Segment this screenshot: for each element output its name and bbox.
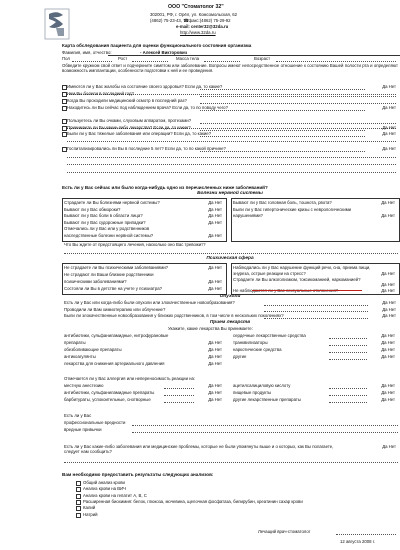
question-text: Были ли у Вас гипертонические кризы с неврологическими <box>233 206 352 212</box>
analysis-checkbox[interactable] <box>76 506 81 511</box>
analysis-item: Калий <box>83 505 96 511</box>
question-text: Не страдаете ли Вы психическими заболеваниями? <box>64 265 168 270</box>
question-text: Имеются ли у Вас жалобы на состояние своего здоровья? Если да, то какие? <box>67 84 223 89</box>
question-text: другие лекарственные препараты <box>233 397 301 402</box>
weight-field[interactable] <box>204 61 240 62</box>
yes-no-choice[interactable]: Да Нет <box>208 219 222 225</box>
yes-no-choice[interactable]: Да Нет <box>382 313 396 318</box>
question-text: Были ли злокачественные новообразования у близких родственников, в том числе в нескольких поколениях? <box>64 313 284 318</box>
yes-no-choice[interactable]: Да Нет <box>208 383 222 388</box>
question-text: обезболивающие препараты <box>64 347 122 352</box>
answer-field[interactable] <box>329 352 367 353</box>
yes-no-choice[interactable]: Да Нет <box>381 213 395 218</box>
answer-field[interactable] <box>164 388 194 389</box>
answer-extra-line[interactable] <box>67 141 396 142</box>
analysis-item: Общий анализ крови <box>83 480 125 485</box>
yes-no-choice[interactable]: Да Нет <box>381 340 395 345</box>
yes-no-choice[interactable]: Да Нет <box>208 354 222 359</box>
yes-no-choice[interactable]: Да Нет <box>382 84 396 89</box>
answer-field[interactable] <box>164 395 194 396</box>
other-yes-no[interactable]: Да Нет <box>382 444 396 449</box>
answer-field[interactable] <box>200 123 396 124</box>
yes-no-choice[interactable]: Да Нет <box>382 125 396 130</box>
yes-no-choice[interactable]: Да Нет <box>208 361 222 366</box>
answer-field[interactable] <box>264 318 368 319</box>
other-question: Есть ли у Вас какие-либо заболевания или медицинские проблемы, которые не были упомянуты выше и о которых, как Вы полагаете, следует нам сообщить? <box>64 444 334 454</box>
question-text: Бывают ли у Вас боли в области лица? <box>64 213 143 218</box>
question-text: Проводили ли Вам химиотерапию или облучение? <box>64 306 166 312</box>
question-text: Не страдают ли Ваши близкие родственники <box>64 272 154 277</box>
yes-no-choice[interactable]: Да Нет <box>381 200 395 205</box>
analyses-title: Вам необходимо предоставить результаты следующих анализов: <box>62 472 214 477</box>
yes-no-choice[interactable]: Да Нет <box>382 306 396 312</box>
yes-no-choice[interactable]: Да Нет <box>381 383 395 388</box>
habits-intro: Есть ли у Вас <box>64 413 92 418</box>
yes-no-choice[interactable]: Да Нет <box>381 390 395 395</box>
question-text: наркотические средства <box>233 347 282 352</box>
yes-no-choice[interactable]: Да Нет <box>208 200 222 205</box>
question-text: Отмечались ли у Вас или у родственников <box>64 226 150 231</box>
question-text: препараты <box>64 340 86 345</box>
yes-no-choice[interactable]: Да Нет <box>381 354 395 359</box>
answer-extra-line[interactable] <box>67 172 396 173</box>
yes-no-choice[interactable]: Да Нет <box>381 333 395 338</box>
yes-no-choice[interactable]: Да Нет <box>208 340 222 345</box>
question-text: барбитураты, успокоительные, снотворные <box>64 397 151 402</box>
company-address: 302001, РФ, г. Орёл, ул. Комсомольская, 62 <box>150 12 238 17</box>
analysis-checkbox[interactable] <box>76 481 81 486</box>
answer-field[interactable] <box>200 136 365 137</box>
answer-field[interactable] <box>329 388 367 389</box>
other-field[interactable] <box>64 462 398 463</box>
yes-no-choice[interactable]: Да Нет <box>381 288 395 294</box>
company-name: ООО "Стоматолог 32" <box>168 4 224 10</box>
answer-field[interactable] <box>200 96 396 97</box>
allergy-intro: Отмечается ли у Вас аллергия или непереносимость реакции на: <box>64 376 196 381</box>
gender-label: Пол <box>62 56 70 61</box>
analysis-checkbox[interactable] <box>76 487 81 492</box>
yes-no-choice[interactable]: Да Нет <box>208 286 222 291</box>
answer-field[interactable] <box>164 402 194 403</box>
question-text: вредные привычки <box>64 427 102 432</box>
question-text: транквилизаторы <box>233 340 268 345</box>
answer-field[interactable] <box>329 359 367 360</box>
height-label: Рост <box>118 56 128 61</box>
document-title: Карта обследования пациента для оценки функционального состояния организма <box>62 43 252 48</box>
question-text: Бывают ли у Вас обмороки? <box>64 206 121 212</box>
question-text: Бывают ли у Вас головная боль, тошнота, рвота? <box>233 200 332 205</box>
analysis-checkbox[interactable] <box>76 500 81 505</box>
question-text: энуреза, острые реакции на стресс? <box>233 270 306 276</box>
age-field[interactable] <box>276 61 396 62</box>
question-text: Состояли ли Вы в детстве на учете у психиатра? <box>64 286 163 291</box>
answer-field[interactable] <box>329 338 367 339</box>
yes-no-choice[interactable]: Да Нет <box>208 390 222 395</box>
question-text: нарушениями? <box>233 213 263 218</box>
analysis-item: Расширенная биохимия: белок, глюкоза, мочевина, щелочная фосфатаза, билирубин, креатинин сахар крови <box>83 498 303 504</box>
question-text: Принимаете ли Вы какие-либо лекарства? Если да, то какие? <box>67 125 191 130</box>
section-drugs: Прием лекарств <box>209 320 251 325</box>
answer-field[interactable] <box>200 110 365 111</box>
age-label: Возраст <box>254 56 271 61</box>
company-logo <box>44 8 70 40</box>
yes-no-choice[interactable]: Да Нет <box>382 131 396 136</box>
drugs-intro: Укажите, какие лекарства Вы принимаете: <box>168 326 253 331</box>
yes-no-choice[interactable]: Да Нет <box>208 213 222 218</box>
question-text: ацетилсалициловую кислоту <box>233 383 291 388</box>
patient-name-label: Фамилия, имя, отчество: <box>62 50 112 55</box>
analysis-item: Анализ крови на ВИЧ <box>83 486 127 492</box>
question-text: сердечные лекарственные средства <box>233 333 306 338</box>
question-text: психическими заболеваниями? <box>64 279 127 284</box>
answer-field[interactable] <box>200 151 365 152</box>
answer-field[interactable] <box>200 130 365 131</box>
analysis-item: Натрий <box>83 511 98 517</box>
question-text: наследственные болезни нервной системы? <box>64 232 154 238</box>
answer-extra-line[interactable] <box>67 157 396 158</box>
yes-no-choice[interactable]: Да Нет <box>208 232 222 238</box>
height-field[interactable] <box>132 61 168 62</box>
nervous-expectations-question: Что Вы ждете от предстоящего лечения, насколько оно Вас тревожит? <box>64 242 206 247</box>
yes-no-choice[interactable]: Да Нет <box>382 300 396 305</box>
answer-field[interactable] <box>200 89 365 90</box>
answer-field[interactable] <box>132 432 398 433</box>
question-text: Наблюдались ли у Вас нарушение функций речи, сна, приема пищи, <box>233 265 371 270</box>
weight-label: Масса тела <box>176 56 199 61</box>
question-text: Есть ли у Вас или когда-либо были опухоли или злокачественные новообразования? <box>64 300 235 305</box>
gender-field[interactable] <box>72 61 112 62</box>
analysis-checkbox[interactable] <box>76 494 81 499</box>
answer-field[interactable] <box>329 345 367 346</box>
question-text: Бывают ли у Вас судорожные припадки? <box>64 219 146 225</box>
yes-no-choice[interactable]: Да Нет <box>382 105 396 110</box>
question-text: Были ли у Вас тяжелые заболевания или операции? Если да, то какие? <box>67 131 212 136</box>
yes-no-choice[interactable]: Да Нет <box>381 397 395 402</box>
analysis-item: Анализ крови на гепатит A, B, C <box>83 492 147 498</box>
intro-text: Обведите кружком свой ответ и подчеркните симптом или заболевание. Вопросы имеют непосредственное отношение к состоянию Вашей полости рта и определяют возможность имплантации, особенности подготовки к ней и ее проведения. <box>62 63 398 73</box>
yes-no-choice[interactable]: Да Нет <box>208 279 222 284</box>
answer-field[interactable] <box>329 402 367 403</box>
answer-field[interactable] <box>264 311 368 312</box>
yes-no-choice[interactable]: Да Нет <box>382 146 396 151</box>
company-email[interactable]: e-mail: center32@32da.ru <box>176 24 229 29</box>
question-text: местную анестезию <box>64 383 104 388</box>
question-text: профессиональные вредности <box>64 420 126 425</box>
company-url[interactable]: http://www.32da.ru <box>180 30 216 35</box>
yes-no-choice[interactable]: Да Нет <box>381 282 395 288</box>
section-psych: Психическая сфера <box>206 256 254 261</box>
main-question: Есть ли у Вас сейчас или было когда-нибудь одно из перечисленных ниже заболеваний? <box>62 185 268 190</box>
answer-extra-line[interactable] <box>67 164 396 165</box>
question-text: лекарства для снижения артериального давления <box>64 361 165 366</box>
question-text: Пользуетесь ли Вы очками, слуховым аппаратом, протезами? <box>67 118 192 123</box>
answer-field[interactable] <box>329 395 367 396</box>
yes-no-choice[interactable]: Да Нет <box>208 206 222 212</box>
question-text: пищевые продукты <box>233 390 272 395</box>
question-text: Когда Вы проходили медицинский осмотр в последний раз? <box>67 98 187 103</box>
question-text: Не наблюдаются ли у Вас сексуальные отклонения? <box>233 288 339 294</box>
question-text: другие <box>233 354 247 359</box>
company-phone: (4862) 75-23-43, ☎факс:(4862) 75-29-92 <box>150 18 231 23</box>
analysis-checkbox[interactable] <box>76 513 81 518</box>
yes-no-choice[interactable]: Да Нет <box>381 347 395 352</box>
footer-date: 12 августа 2008 г. <box>340 539 375 544</box>
yes-no-choice[interactable]: Да Нет <box>208 265 222 270</box>
nervous-expectations-field[interactable] <box>64 253 398 254</box>
question-text: Находитесь ли Вы сейчас под наблюдением врача? Если да, то по поводу чего? <box>67 105 228 110</box>
yes-no-choice[interactable]: Да Нет <box>208 347 222 352</box>
footer-doctor: Лечащий врач-стоматолог <box>258 529 311 534</box>
question-text: Страдаете ли Вы алкоголизмом, токсикоманией, наркоманией? <box>233 276 361 282</box>
yes-no-choice[interactable]: Да Нет <box>208 397 222 402</box>
psych-red-underline <box>252 290 362 291</box>
question-text: антибиотики, сульфаниламидные, нитрофурановые <box>64 333 169 338</box>
yes-no-choice[interactable]: Да Нет <box>381 270 395 276</box>
answer-field[interactable] <box>200 103 396 104</box>
section-onco: Опухоли <box>219 294 241 299</box>
patient-name-value: - Алексей Викторович <box>140 49 188 55</box>
answer-field[interactable] <box>132 425 398 426</box>
question-text: Госпитализировались ли Вы в последние 5 лет? Если да, то по какой причине? <box>67 146 226 151</box>
section-nervous: Болезни нервной системы <box>197 191 263 196</box>
question-text: антибиотики, сульфаниламидные препараты <box>64 390 155 395</box>
question-text: антикоагулянты <box>64 354 96 359</box>
question-text: Страдаете ли Вы болезнями нервной системы? <box>64 200 160 205</box>
answer-field[interactable] <box>264 305 368 306</box>
question-text: Чем Вы болели в последний год? <box>67 91 134 96</box>
doctor-signature-field[interactable] <box>336 534 396 535</box>
